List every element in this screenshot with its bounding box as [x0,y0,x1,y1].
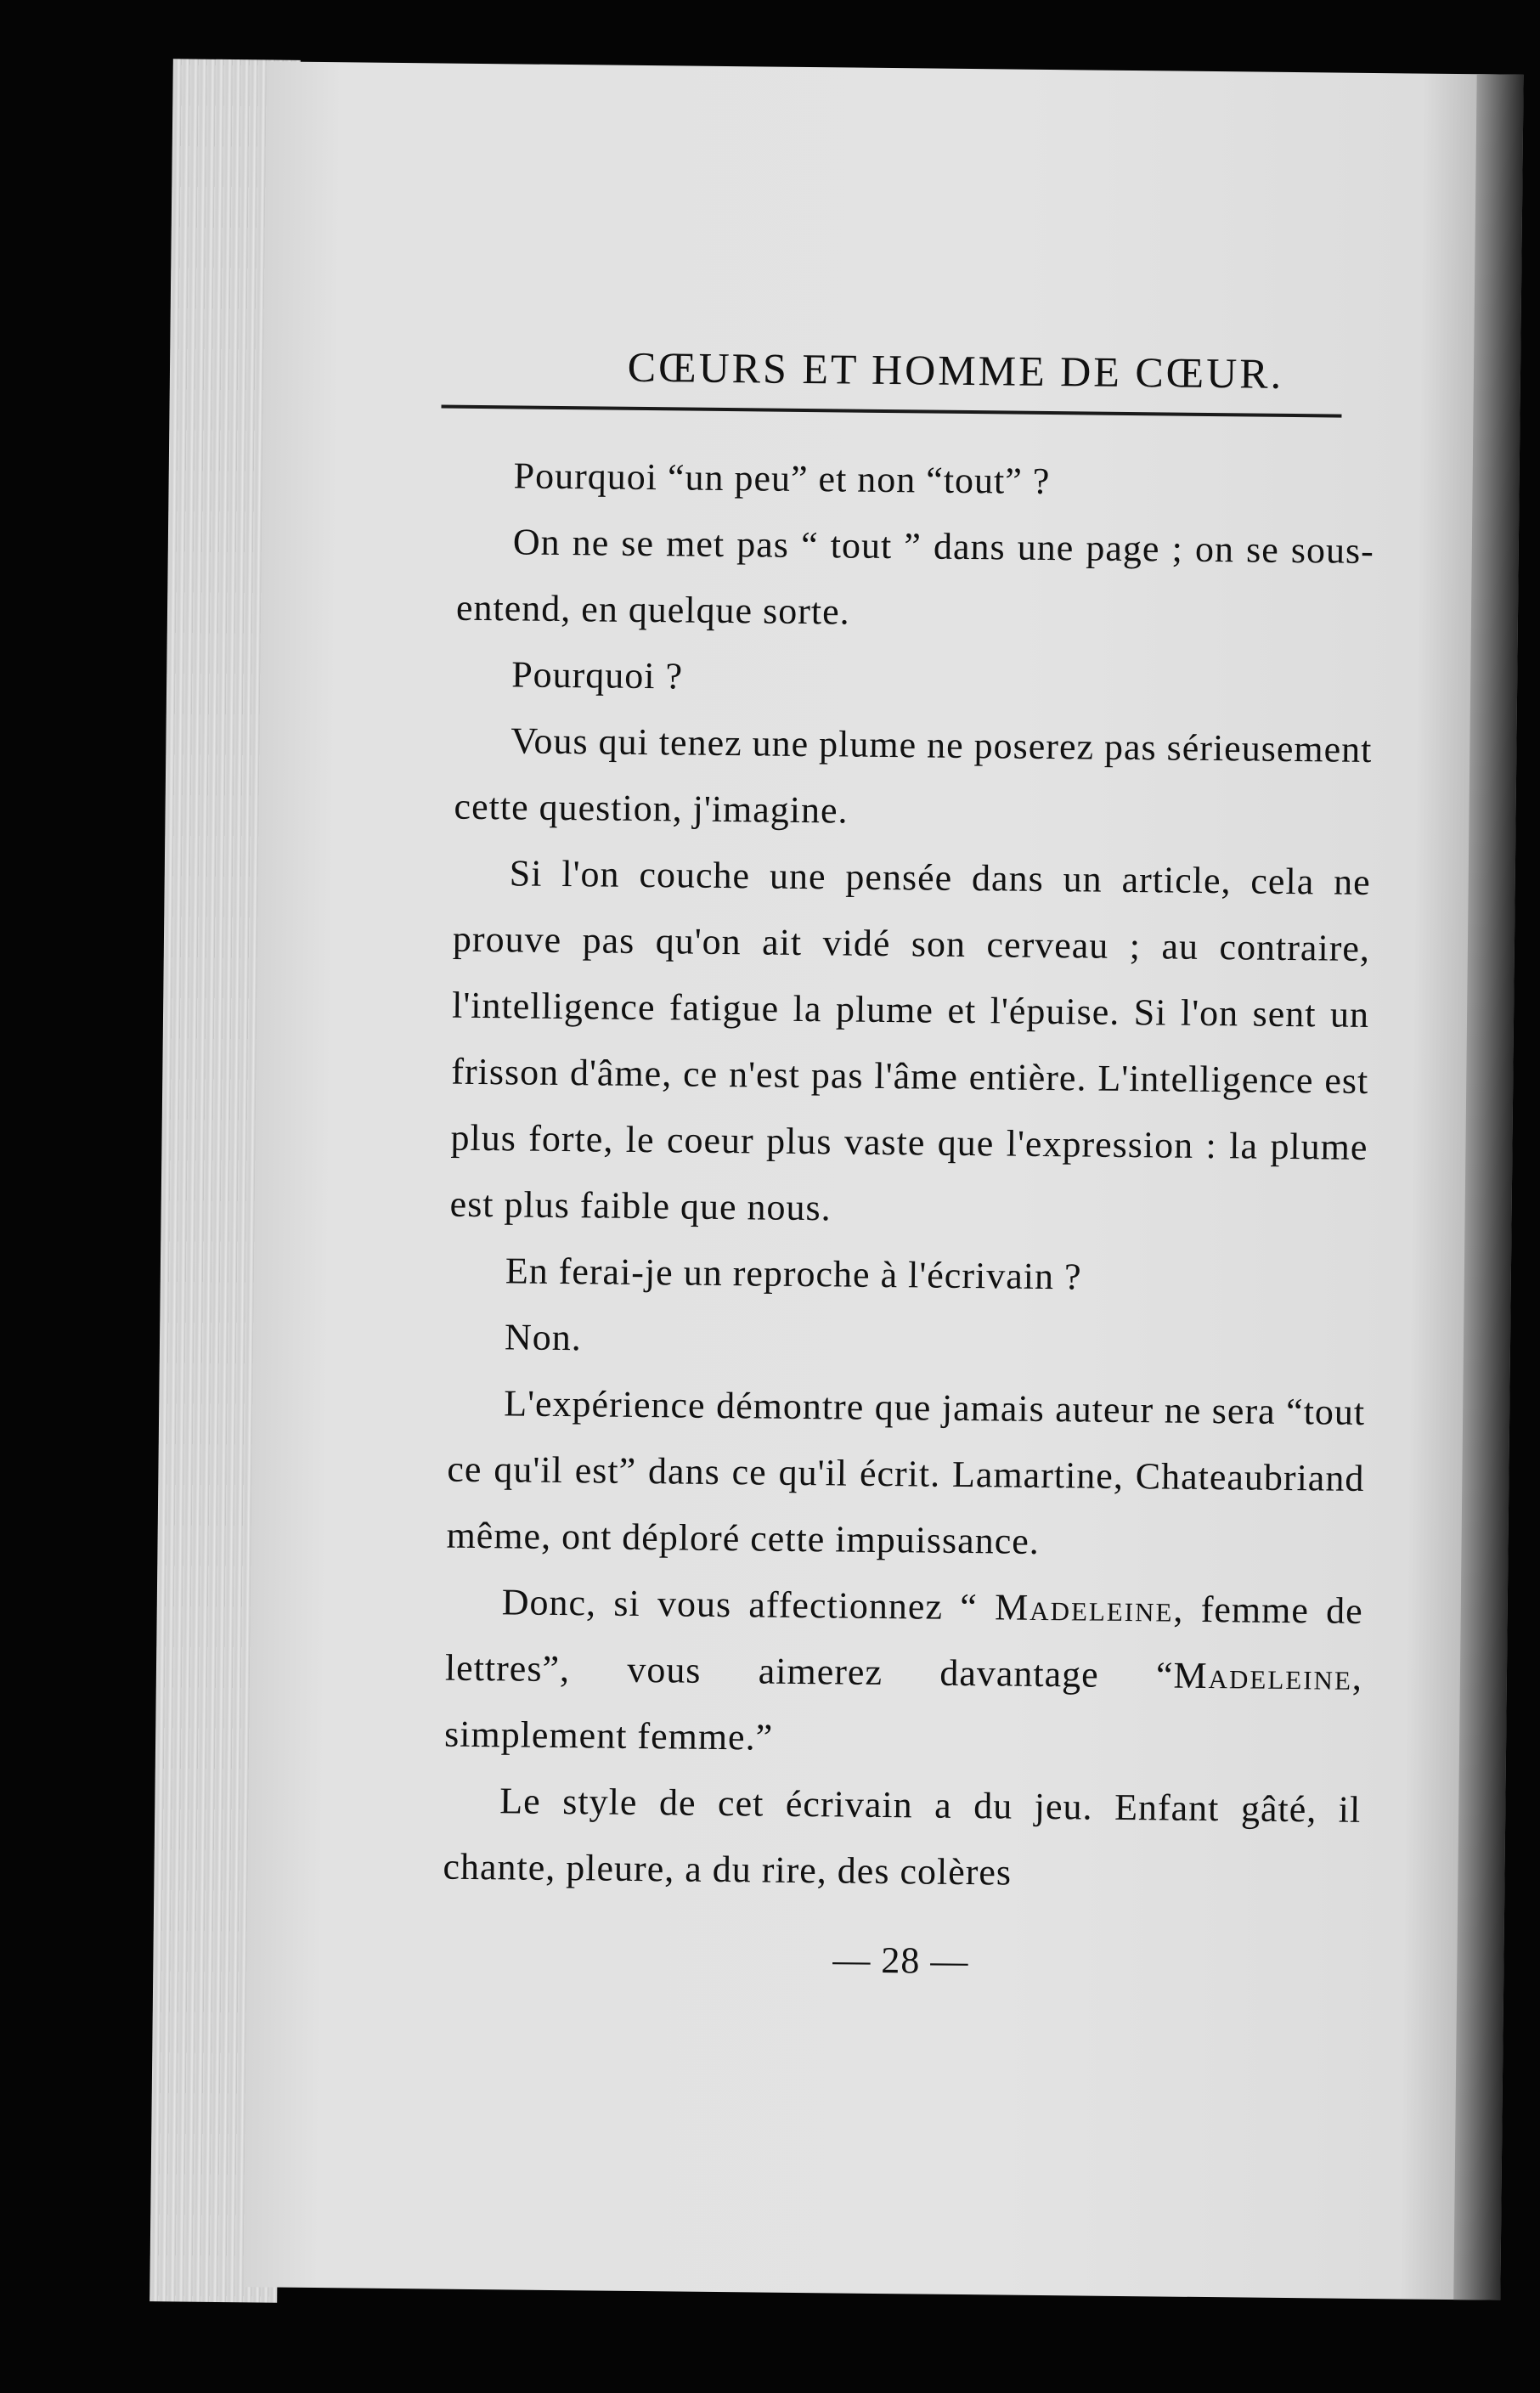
page-number: — 28 — [832,1939,969,1983]
paragraph: Pourquoi ? [511,653,684,697]
book-page [243,61,1523,2300]
paragraph: Le style de cet écrivain a du jeu. Enfant gâté, il chante, pleure, a du rire, des colères [443,1780,1362,1894]
page-gutter-shadow [1453,74,1523,2300]
text-run: Donc, si vous affectionnez “ [501,1581,996,1628]
page-content [442,344,1376,1987]
paragraph: On ne se met pas “ tout ” dans une page ; on se sous-entend, en quelque sorte. [455,521,1375,633]
paragraph: Pourquoi “un peu” et non “tout” ? [513,454,1051,503]
madeleine-small-caps: Madeleine [994,1586,1174,1630]
paragraph: Vous qui tenez une plume ne poserez pas sérieusement cette question, j'imagine. [454,720,1373,832]
text-run: , femme de lettres”, vous aimerez davantage “ [444,1588,1363,1696]
running-head: CŒURS ET HOMME DE CŒUR. [627,342,1284,398]
madeleine-small-caps: Madeleine [1173,1654,1353,1698]
paragraph-madeleine [444,1569,1363,1777]
body-text [443,443,1375,1910]
paragraph: Si l'on couche une pensée dans un article, cela ne prouve pas qu'on ait vidé son cerveau ; au contraire, l'intelligence fatigue la plume et l'épuise. Si l'on sent un frisson d'âme, ce n'est pas l'âme entière. L'intelligence est plus forte, le coeur plus vaste que l'expression : la plume est plus faible que nous. [449,852,1371,1229]
running-head-rule [441,404,1341,417]
paragraph: Non. [504,1316,583,1359]
paragraph: L'expérience démontre que jamais auteur ne sera “tout ce qu'il est” dans ce qu'il écrit. Lamartine, Chateaubriand même, ont déploré cette impuissance. [446,1382,1366,1562]
paragraph: En ferai-je un reproche à l'écrivain ? [505,1250,1082,1298]
text-run: , simplement femme.” [443,1656,1363,1758]
